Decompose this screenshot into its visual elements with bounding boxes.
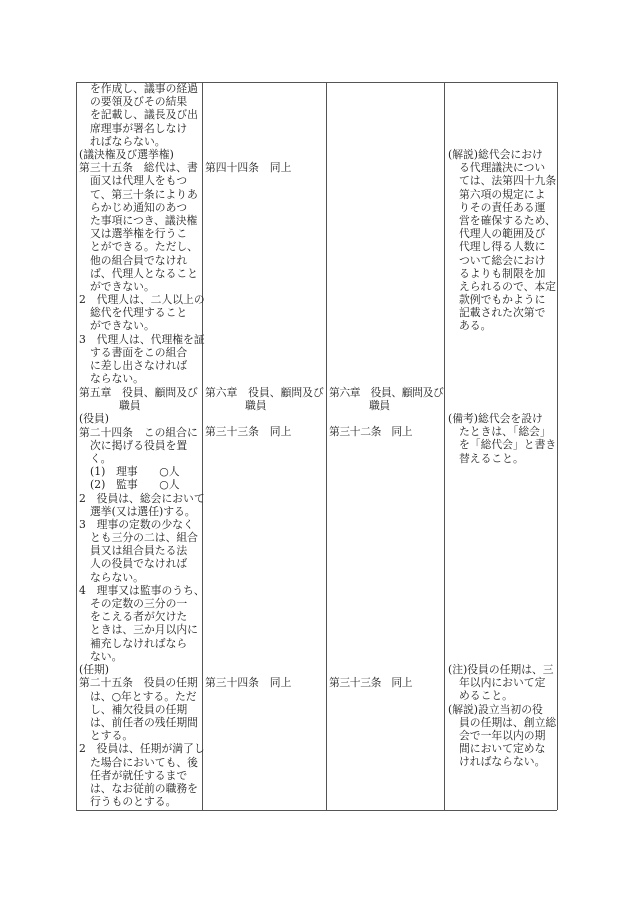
text-line: 又は選挙権を行うこ	[90, 227, 188, 241]
chapter-heading: 職員	[369, 399, 390, 413]
text-line: 2 代理人は、二人以上の	[79, 293, 205, 307]
text-line: 2 役員は、総会において	[79, 491, 205, 505]
article-heading: (役員)	[79, 412, 110, 426]
text-line: の要領及びその結果	[90, 95, 188, 109]
text-line: 会で一年以内の期	[459, 728, 546, 742]
text-line: めること。	[459, 689, 513, 703]
cell-text-block	[205, 161, 291, 174]
text-line: 席理事が署名しなけ	[90, 121, 188, 135]
text-line: 第二十四条 この組合に	[79, 425, 198, 439]
cell-text-block	[79, 412, 205, 663]
cell-text-block	[448, 148, 556, 333]
table-bottom-border	[76, 810, 557, 811]
text-line: 選挙(又は選任)する。	[90, 504, 196, 518]
article-heading: 第三十四条 同上	[205, 676, 292, 689]
text-line: 人の役員でなければ	[90, 557, 188, 571]
article-heading: 第四十四条 同上	[205, 161, 292, 174]
text-line: 3 理事の定数の少なく	[79, 517, 194, 531]
cell-text-block	[79, 148, 205, 385]
text-line: ない。	[90, 649, 123, 663]
chapter-heading: 第六章 役員、顧問及び	[205, 386, 324, 399]
column-divider	[76, 82, 77, 810]
text-line: た場合においても、後	[90, 755, 198, 769]
chapter-heading: 第五章 役員、顧問及び	[79, 386, 198, 399]
text-line: (解説)総代会におけ	[448, 148, 543, 161]
text-line: を記載し、議長及び出	[90, 108, 198, 122]
cell-text-block	[205, 386, 324, 412]
text-line: 替えること。	[459, 451, 524, 465]
chapter-heading: 第六章 役員、顧問及び	[329, 386, 444, 399]
article-heading: (議決権及び選挙権)	[79, 148, 174, 161]
text-line: とも三分の二は、組合	[90, 531, 198, 545]
cell-text-block	[448, 412, 556, 465]
text-line: ば、代理人となること	[90, 266, 198, 280]
text-line: ができない。	[90, 279, 155, 293]
text-line: る代理議決につい	[459, 161, 546, 175]
text-line: ある。	[459, 319, 492, 333]
text-line: りその責任ある運	[459, 200, 546, 214]
cell-text-block	[79, 386, 198, 412]
text-line: 記載された次第で	[459, 306, 546, 320]
text-line: し、補欠役員の任期	[90, 702, 188, 716]
text-line: 次に掲げる役員を置	[90, 438, 188, 452]
cell-text-block	[205, 676, 291, 689]
text-line: て、第三十条によりあ	[90, 187, 198, 201]
text-line: は、なお従前の職務を	[90, 781, 198, 795]
chapter-heading: 職員	[119, 399, 141, 413]
cell-text-block	[329, 676, 412, 689]
text-line: た事項につき、議決権	[90, 213, 198, 227]
column-divider	[444, 82, 445, 810]
text-line: とができる。ただし、	[90, 240, 198, 254]
article-heading: (任期)	[79, 663, 110, 677]
text-line: 款例でもかように	[459, 293, 546, 307]
column-divider	[557, 82, 558, 810]
text-line: 間において定めな	[459, 742, 546, 756]
text-line: 員又は組合員たる法	[90, 544, 188, 558]
text-line: ができない。	[90, 319, 155, 333]
text-line: に差し出さなければ	[90, 359, 188, 372]
text-line: 総代を代理すること	[90, 306, 188, 320]
text-line: を作成し、議事の経過	[90, 82, 198, 95]
text-line: は、○年とする。ただ	[90, 689, 197, 703]
text-line: (1) 理事 ○人	[90, 465, 180, 479]
text-line: ときは、三か月以内に	[90, 623, 198, 637]
text-line: その定数の三分の一	[90, 597, 188, 611]
text-line: ればならない。	[90, 134, 166, 148]
text-line: 2 役員は、任期が満了し	[79, 742, 205, 756]
cell-text-block	[448, 663, 556, 769]
text-line: 行うものとする。	[90, 795, 177, 809]
text-line: ければならない。	[459, 755, 546, 769]
text-line: 第六項の規定によ	[459, 187, 546, 201]
text-line: るよりも制限を加	[459, 266, 546, 280]
text-line: は、前任者の残任期間	[90, 715, 198, 729]
text-line: 第三十五条 総代は、書	[79, 161, 198, 175]
text-line: (備考)総代会を設け	[448, 412, 543, 425]
text-line: 3 代理人は、代理権を証	[79, 332, 205, 346]
text-line: 年以内において定	[459, 676, 546, 690]
text-line: く。	[90, 451, 112, 465]
text-line: えられるので、本定	[459, 279, 556, 293]
text-line: (注)役員の任期は、三	[448, 663, 554, 676]
article-heading: 第三十二条 同上	[329, 425, 413, 438]
text-line: 代理し得る人数に	[459, 240, 546, 254]
text-line: (2) 監事 ○人	[90, 478, 180, 492]
text-line: らかじめ通知のあつ	[90, 200, 188, 214]
text-line: 補充しなければなら	[90, 636, 188, 650]
text-line: たときは、「総会」	[459, 425, 551, 439]
text-line: する書面をこの組合	[90, 345, 188, 359]
text-line: ついて総会におけ	[459, 253, 546, 267]
article-heading: 第三十三条 同上	[205, 425, 292, 438]
cell-text-block	[79, 663, 205, 808]
chapter-heading: 職員	[245, 399, 267, 413]
text-line: 面又は代理人をもつ	[90, 174, 188, 188]
text-line: 4 理事又は監事のうち、	[79, 583, 205, 597]
text-line: 営を確保するため、	[459, 213, 556, 227]
text-line: をこえる者が欠けた	[90, 610, 188, 624]
text-line: ならない。	[90, 372, 144, 386]
text-line: 任者が就任するまで	[90, 768, 188, 782]
cell-text-block	[79, 82, 198, 148]
text-line: 代理人の範囲及び	[459, 227, 546, 241]
cell-text-block	[329, 386, 443, 412]
text-line: を「総代会」と書き	[459, 438, 557, 452]
cell-text-block	[329, 425, 412, 438]
text-line: ならない。	[90, 570, 144, 584]
text-line: 員の任期は、創立総	[459, 715, 557, 729]
text-line: とする。	[90, 729, 134, 743]
column-divider	[326, 82, 327, 810]
text-line: 他の組合員でなけれ	[90, 253, 188, 267]
text-line: (解説)設立当初の役	[448, 702, 543, 716]
article-heading: 第三十三条 同上	[329, 676, 413, 689]
text-line: ては、法第四十九条	[459, 174, 557, 188]
cell-text-block	[205, 425, 291, 438]
text-line: 第二十五条 役員の任期	[79, 676, 198, 690]
